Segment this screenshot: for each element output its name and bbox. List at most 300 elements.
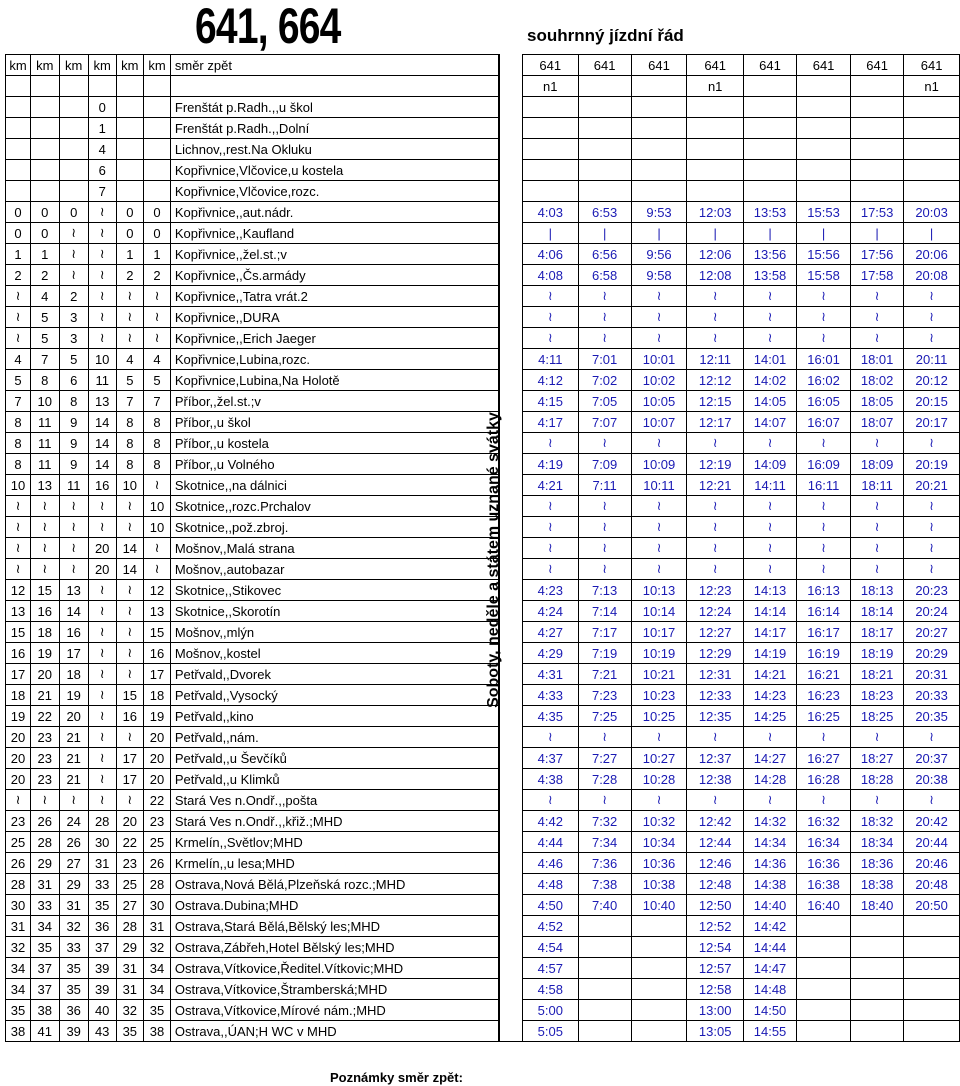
departure-time: 20:31 bbox=[904, 664, 960, 685]
departure-time: ≀ bbox=[797, 790, 851, 811]
departure-time: ≀ bbox=[687, 538, 744, 559]
departure-time: 20:19 bbox=[904, 454, 960, 475]
km-cell: 20 bbox=[116, 811, 144, 832]
departure-time: 12:48 bbox=[687, 874, 744, 895]
km-cell: ≀ bbox=[88, 580, 116, 601]
km-cell: 1 bbox=[31, 244, 60, 265]
stop-name: Ostrava,Zábřeh,Hotel Bělský les;MHD bbox=[170, 937, 498, 958]
departure-time: 12:50 bbox=[687, 895, 744, 916]
km-cell: 20 bbox=[144, 769, 171, 790]
stop-name: Petřvald,,Vysocký bbox=[170, 685, 498, 706]
km-cell: 8 bbox=[6, 433, 31, 454]
departure-time: ≀ bbox=[797, 517, 851, 538]
column-spacer bbox=[500, 1021, 523, 1042]
departure-time: ≀ bbox=[797, 496, 851, 517]
km-cell bbox=[31, 181, 60, 202]
km-cell: 20 bbox=[144, 748, 171, 769]
km-cell: ≀ bbox=[88, 244, 116, 265]
km-cell: 33 bbox=[88, 874, 116, 895]
km-cell: 10 bbox=[144, 517, 171, 538]
km-cell bbox=[144, 118, 171, 139]
departure-time: ≀ bbox=[904, 433, 960, 454]
departure-time: 16:36 bbox=[797, 853, 851, 874]
departure-time bbox=[797, 1021, 851, 1042]
departure-time: ≀ bbox=[851, 538, 904, 559]
km-cell: ≀ bbox=[116, 496, 144, 517]
departure-time: 16:01 bbox=[797, 349, 851, 370]
departure-time: ≀ bbox=[851, 286, 904, 307]
km-cell bbox=[144, 139, 171, 160]
departure-time: ≀ bbox=[578, 328, 631, 349]
km-cell: ≀ bbox=[88, 601, 116, 622]
km-cell: 8 bbox=[116, 433, 144, 454]
stop-name: Příbor,,žel.st.;v bbox=[170, 391, 498, 412]
departure-time: 16:21 bbox=[797, 664, 851, 685]
departure-time bbox=[578, 181, 631, 202]
km-cell: ≀ bbox=[59, 244, 88, 265]
stop-name: Skotnice,,Stikovec bbox=[170, 580, 498, 601]
departure-time: 20:38 bbox=[904, 769, 960, 790]
departure-time: 20:08 bbox=[904, 265, 960, 286]
departure-time bbox=[687, 181, 744, 202]
departure-time: ≀ bbox=[687, 328, 744, 349]
departure-time: 18:19 bbox=[851, 643, 904, 664]
km-cell bbox=[6, 118, 31, 139]
timetable-row bbox=[6, 706, 960, 727]
trip-line-number: 641 bbox=[631, 55, 687, 76]
departure-time bbox=[743, 97, 796, 118]
departure-time: 16:38 bbox=[797, 874, 851, 895]
km-cell: 6 bbox=[59, 370, 88, 391]
km-cell: ≀ bbox=[31, 538, 60, 559]
km-cell: 4 bbox=[144, 349, 171, 370]
departure-time: 14:02 bbox=[743, 370, 796, 391]
km-cell: 21 bbox=[31, 685, 60, 706]
departure-time: | bbox=[797, 223, 851, 244]
km-cell: ≀ bbox=[6, 790, 31, 811]
km-cell: 19 bbox=[6, 706, 31, 727]
departure-time bbox=[631, 958, 687, 979]
departure-time: 4:19 bbox=[522, 454, 578, 475]
departure-time: ≀ bbox=[743, 307, 796, 328]
departure-time: 16:34 bbox=[797, 832, 851, 853]
km-cell bbox=[59, 118, 88, 139]
departure-time: ≀ bbox=[687, 790, 744, 811]
trip-note: n1 bbox=[522, 76, 578, 97]
departure-time: 7:19 bbox=[578, 643, 631, 664]
timetable-row bbox=[6, 349, 960, 370]
km-cell: 25 bbox=[116, 874, 144, 895]
km-cell: ≀ bbox=[6, 517, 31, 538]
departure-time: 18:02 bbox=[851, 370, 904, 391]
departure-time bbox=[578, 160, 631, 181]
departure-time: 13:53 bbox=[743, 202, 796, 223]
departure-time: 12:21 bbox=[687, 475, 744, 496]
km-cell: 14 bbox=[88, 433, 116, 454]
departure-time bbox=[522, 97, 578, 118]
departure-time: 14:28 bbox=[743, 769, 796, 790]
km-cell: 12 bbox=[144, 580, 171, 601]
departure-time: 10:25 bbox=[631, 706, 687, 727]
km-cell: 0 bbox=[6, 202, 31, 223]
column-spacer bbox=[500, 160, 523, 181]
departure-time bbox=[797, 937, 851, 958]
stop-name: Příbor,,u kostela bbox=[170, 433, 498, 454]
column-spacer bbox=[500, 811, 523, 832]
km-cell: 37 bbox=[88, 937, 116, 958]
km-cell: 0 bbox=[6, 223, 31, 244]
km-cell: 2 bbox=[59, 286, 88, 307]
departure-time bbox=[522, 118, 578, 139]
km-cell: ≀ bbox=[144, 286, 171, 307]
direction-header: směr zpět bbox=[170, 55, 498, 76]
km-cell: 15 bbox=[31, 580, 60, 601]
departure-time: ≀ bbox=[578, 286, 631, 307]
departure-time: 7:28 bbox=[578, 769, 631, 790]
km-cell bbox=[6, 181, 31, 202]
km-cell: 24 bbox=[59, 811, 88, 832]
km-cell: 32 bbox=[116, 1000, 144, 1021]
km-cell: ≀ bbox=[6, 496, 31, 517]
departure-time: ≀ bbox=[904, 559, 960, 580]
departure-time: 5:00 bbox=[522, 1000, 578, 1021]
departure-time bbox=[743, 118, 796, 139]
departure-time bbox=[851, 97, 904, 118]
departure-time bbox=[631, 1000, 687, 1021]
km-cell: 20 bbox=[88, 538, 116, 559]
departure-time: 20:11 bbox=[904, 349, 960, 370]
km-header-blank bbox=[6, 76, 31, 97]
km-cell: ≀ bbox=[59, 559, 88, 580]
departure-time: ≀ bbox=[631, 727, 687, 748]
departure-time: 7:27 bbox=[578, 748, 631, 769]
departure-time bbox=[578, 937, 631, 958]
km-cell: 5 bbox=[31, 328, 60, 349]
header-row-notes bbox=[6, 76, 960, 97]
column-spacer bbox=[500, 181, 523, 202]
departure-time bbox=[522, 160, 578, 181]
departure-time: 4:44 bbox=[522, 832, 578, 853]
departure-time: 20:50 bbox=[904, 895, 960, 916]
km-cell: 19 bbox=[144, 706, 171, 727]
departure-time: 16:25 bbox=[797, 706, 851, 727]
timetable-row bbox=[6, 895, 960, 916]
departure-time: 12:54 bbox=[687, 937, 744, 958]
departure-time bbox=[851, 160, 904, 181]
column-spacer bbox=[500, 937, 523, 958]
km-cell: 17 bbox=[6, 664, 31, 685]
departure-time: ≀ bbox=[631, 286, 687, 307]
km-cell: 14 bbox=[88, 412, 116, 433]
km-cell: 8 bbox=[59, 391, 88, 412]
departure-time: 20:35 bbox=[904, 706, 960, 727]
stop-name: Kopřivnice,,Tatra vrát.2 bbox=[170, 286, 498, 307]
km-cell: 22 bbox=[144, 790, 171, 811]
timetable-subtitle: souhrnný jízdní řád bbox=[527, 26, 684, 45]
trip-note bbox=[578, 76, 631, 97]
km-cell: 5 bbox=[31, 307, 60, 328]
timetable-row bbox=[6, 622, 960, 643]
km-cell: 0 bbox=[144, 202, 171, 223]
km-cell: 14 bbox=[116, 538, 144, 559]
km-cell: 28 bbox=[88, 811, 116, 832]
departure-time: ≀ bbox=[743, 538, 796, 559]
column-spacer bbox=[500, 979, 523, 1000]
km-cell bbox=[6, 160, 31, 181]
km-cell: 0 bbox=[59, 202, 88, 223]
departure-time: 12:44 bbox=[687, 832, 744, 853]
departure-time: 20:48 bbox=[904, 874, 960, 895]
km-cell: 37 bbox=[31, 958, 60, 979]
departure-time: 7:01 bbox=[578, 349, 631, 370]
timetable-row bbox=[6, 643, 960, 664]
departure-time: 18:05 bbox=[851, 391, 904, 412]
departure-time bbox=[631, 979, 687, 1000]
departure-time: 16:11 bbox=[797, 475, 851, 496]
km-cell: 15 bbox=[144, 622, 171, 643]
km-cell: ≀ bbox=[88, 685, 116, 706]
departure-time bbox=[631, 181, 687, 202]
departure-time: 4:54 bbox=[522, 937, 578, 958]
km-cell: 0 bbox=[144, 223, 171, 244]
service-days-label: Soboty, neděle a státem uznané svátky bbox=[485, 412, 502, 708]
departure-time: 20:37 bbox=[904, 748, 960, 769]
timetable-row bbox=[6, 727, 960, 748]
stop-name: Příbor,,u škol bbox=[170, 412, 498, 433]
km-header: km bbox=[116, 55, 144, 76]
km-cell: ≀ bbox=[88, 664, 116, 685]
km-cell: 16 bbox=[31, 601, 60, 622]
km-cell: 4 bbox=[116, 349, 144, 370]
departure-time bbox=[904, 97, 960, 118]
departure-time: 4:33 bbox=[522, 685, 578, 706]
departure-time: ≀ bbox=[578, 517, 631, 538]
km-cell: ≀ bbox=[59, 790, 88, 811]
departure-time bbox=[904, 181, 960, 202]
departure-time bbox=[578, 118, 631, 139]
km-cell: 26 bbox=[6, 853, 31, 874]
departure-time: 12:23 bbox=[687, 580, 744, 601]
departure-time bbox=[797, 979, 851, 1000]
column-spacer bbox=[500, 454, 523, 475]
km-cell: 4 bbox=[6, 349, 31, 370]
departure-time: 12:57 bbox=[687, 958, 744, 979]
departure-time: 18:17 bbox=[851, 622, 904, 643]
km-cell: 31 bbox=[31, 874, 60, 895]
departure-time: ≀ bbox=[687, 286, 744, 307]
departure-time: 7:07 bbox=[578, 412, 631, 433]
stop-name: Krmelín,,Světlov;MHD bbox=[170, 832, 498, 853]
departure-time: 10:05 bbox=[631, 391, 687, 412]
departure-time: 4:17 bbox=[522, 412, 578, 433]
departure-time: 7:25 bbox=[578, 706, 631, 727]
timetable-row bbox=[6, 853, 960, 874]
km-header-blank bbox=[116, 76, 144, 97]
km-cell: 8 bbox=[144, 433, 171, 454]
departure-time: ≀ bbox=[904, 727, 960, 748]
km-cell: 20 bbox=[144, 727, 171, 748]
departure-time: 18:13 bbox=[851, 580, 904, 601]
stop-name: Kopřivnice,,Čs.armády bbox=[170, 265, 498, 286]
timetable-row bbox=[6, 832, 960, 853]
km-cell bbox=[116, 139, 144, 160]
column-spacer bbox=[500, 601, 523, 622]
departure-time: 12:19 bbox=[687, 454, 744, 475]
timetable-row bbox=[6, 286, 960, 307]
departure-time bbox=[631, 97, 687, 118]
departure-time: 16:02 bbox=[797, 370, 851, 391]
departure-time: 6:56 bbox=[578, 244, 631, 265]
km-cell: ≀ bbox=[88, 286, 116, 307]
km-cell: 31 bbox=[88, 853, 116, 874]
km-cell: ≀ bbox=[88, 769, 116, 790]
column-spacer bbox=[500, 706, 523, 727]
timetable-row bbox=[6, 391, 960, 412]
trip-line-number: 641 bbox=[687, 55, 744, 76]
column-spacer bbox=[500, 685, 523, 706]
column-spacer bbox=[500, 265, 523, 286]
km-cell: ≀ bbox=[6, 307, 31, 328]
km-cell: 13 bbox=[59, 580, 88, 601]
departure-time: 14:11 bbox=[743, 475, 796, 496]
km-cell: 16 bbox=[88, 475, 116, 496]
departure-time: 13:58 bbox=[743, 265, 796, 286]
departure-time: 14:05 bbox=[743, 391, 796, 412]
timetable-row bbox=[6, 580, 960, 601]
km-cell: 27 bbox=[116, 895, 144, 916]
departure-time: 16:07 bbox=[797, 412, 851, 433]
departure-time bbox=[578, 97, 631, 118]
departure-time bbox=[743, 181, 796, 202]
stop-name: Skotnice,,na dálnici bbox=[170, 475, 498, 496]
km-cell: 11 bbox=[31, 454, 60, 475]
km-cell: 23 bbox=[144, 811, 171, 832]
km-cell: 13 bbox=[144, 601, 171, 622]
km-cell: 7 bbox=[116, 391, 144, 412]
km-cell: 11 bbox=[88, 370, 116, 391]
km-cell: 10 bbox=[88, 349, 116, 370]
km-cell: 8 bbox=[116, 454, 144, 475]
timetable-row bbox=[6, 433, 960, 454]
km-cell bbox=[31, 139, 60, 160]
departure-time bbox=[797, 139, 851, 160]
departure-time: 14:17 bbox=[743, 622, 796, 643]
departure-time: ≀ bbox=[687, 496, 744, 517]
km-cell: 7 bbox=[144, 391, 171, 412]
departure-time: 16:28 bbox=[797, 769, 851, 790]
departure-time: 7:40 bbox=[578, 895, 631, 916]
km-cell: 30 bbox=[6, 895, 31, 916]
trip-note bbox=[851, 76, 904, 97]
km-cell: 2 bbox=[144, 265, 171, 286]
departure-time: ≀ bbox=[851, 307, 904, 328]
departure-time: 12:27 bbox=[687, 622, 744, 643]
departure-time bbox=[797, 958, 851, 979]
departure-time: 18:38 bbox=[851, 874, 904, 895]
departure-time bbox=[904, 139, 960, 160]
column-spacer bbox=[500, 139, 523, 160]
km-cell: 33 bbox=[59, 937, 88, 958]
km-cell: 23 bbox=[6, 811, 31, 832]
departure-time: 10:21 bbox=[631, 664, 687, 685]
departure-time bbox=[578, 1021, 631, 1042]
departure-time: 12:29 bbox=[687, 643, 744, 664]
km-cell: 20 bbox=[6, 748, 31, 769]
departure-time: 18:25 bbox=[851, 706, 904, 727]
km-cell: 14 bbox=[88, 454, 116, 475]
stop-name: Mošnov,,kostel bbox=[170, 643, 498, 664]
stop-name: Krmelín,,u lesa;MHD bbox=[170, 853, 498, 874]
km-cell: 28 bbox=[31, 832, 60, 853]
stop-name: Kopřivnice,Vlčovice,u kostela bbox=[170, 160, 498, 181]
km-cell: ≀ bbox=[116, 307, 144, 328]
departure-time: 20:44 bbox=[904, 832, 960, 853]
departure-time: 16:19 bbox=[797, 643, 851, 664]
km-cell: 31 bbox=[144, 916, 171, 937]
km-cell: 39 bbox=[59, 1021, 88, 1042]
stop-name: Kopřivnice,Lubina,Na Holotě bbox=[170, 370, 498, 391]
column-spacer bbox=[500, 748, 523, 769]
column-spacer bbox=[500, 874, 523, 895]
km-cell: 8 bbox=[144, 454, 171, 475]
departure-time bbox=[631, 1021, 687, 1042]
departure-time: 12:33 bbox=[687, 685, 744, 706]
direction-header-blank bbox=[170, 76, 498, 97]
departure-time: 10:32 bbox=[631, 811, 687, 832]
stop-name: Kopřivnice,,žel.st.;v bbox=[170, 244, 498, 265]
km-cell: 17 bbox=[144, 664, 171, 685]
km-cell: 16 bbox=[6, 643, 31, 664]
km-cell: 32 bbox=[59, 916, 88, 937]
km-cell bbox=[59, 181, 88, 202]
departure-time: ≀ bbox=[797, 538, 851, 559]
departure-time: 16:32 bbox=[797, 811, 851, 832]
departure-time: 7:02 bbox=[578, 370, 631, 391]
km-cell: 13 bbox=[88, 391, 116, 412]
departure-time: 14:25 bbox=[743, 706, 796, 727]
km-cell: ≀ bbox=[31, 790, 60, 811]
departure-time: ≀ bbox=[522, 433, 578, 454]
km-cell bbox=[31, 160, 60, 181]
departure-time bbox=[631, 118, 687, 139]
departure-time: 7:32 bbox=[578, 811, 631, 832]
stop-name: Stará Ves n.Ondř.,,pošta bbox=[170, 790, 498, 811]
km-cell: ≀ bbox=[144, 307, 171, 328]
km-cell: 20 bbox=[6, 769, 31, 790]
km-cell: 0 bbox=[31, 223, 60, 244]
departure-time: 20:03 bbox=[904, 202, 960, 223]
trip-line-number: 641 bbox=[578, 55, 631, 76]
column-spacer bbox=[500, 244, 523, 265]
km-header-blank bbox=[59, 76, 88, 97]
column-spacer bbox=[500, 643, 523, 664]
departure-time: ≀ bbox=[904, 496, 960, 517]
km-cell: 10 bbox=[6, 475, 31, 496]
stop-name: Mošnov,,mlýn bbox=[170, 622, 498, 643]
departure-time: 6:58 bbox=[578, 265, 631, 286]
departure-time bbox=[904, 160, 960, 181]
timetable-row bbox=[6, 748, 960, 769]
km-cell: 37 bbox=[31, 979, 60, 1000]
km-cell: 34 bbox=[144, 958, 171, 979]
departure-time: 14:07 bbox=[743, 412, 796, 433]
stop-name: Skotnice,,pož.zbroj. bbox=[170, 517, 498, 538]
departure-time bbox=[743, 139, 796, 160]
departure-time: 20:27 bbox=[904, 622, 960, 643]
departure-time bbox=[904, 979, 960, 1000]
timetable-row bbox=[6, 790, 960, 811]
departure-time: 12:03 bbox=[687, 202, 744, 223]
